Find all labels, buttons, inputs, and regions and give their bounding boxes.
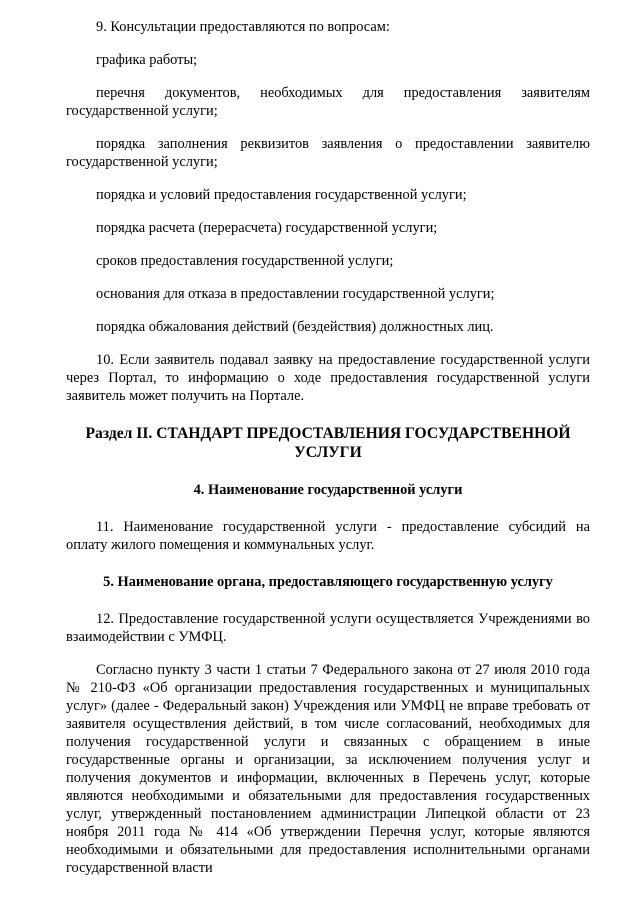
document-page <box>66 18 590 877</box>
list-item-documents: перечня документов, необходимых для предоставления заявителям государственной услуги; <box>66 85 590 119</box>
list-item-appeal: порядка обжалования действий (бездействия) должностных лиц. <box>96 319 494 335</box>
paragraph-12: 12. Предоставление государственной услуги осуществляется Учреждениями во взаимодействии с УМФЦ. <box>66 611 590 645</box>
paragraph-federal-law: Согласно пункту 3 части 1 статьи 7 Федерального закона от 27 июля 2010 года № 210-ФЗ «Об организации предоставления государственных и муниципальных услуг» (далее - Федеральный закон) Учреждения или УМФЦ не вправе требовать от заявителя осуществления действий, в том числе согласований, необходимых для получения государственной услуги и связанных с обращением в иные государственные органы и организации, за исключением получения услуг и получения документов и информации, включенных в Перечень услуг, которые являются необходимыми и обязательными для предоставления государственных услуг, утвержденный постановлением администрации Липецкой области от 23 ноября 2011 года № 414 «Об утверждении Перечня услуг, которые являются необходимыми и обязательными для предоставления исполнительными органами государственной власти <box>66 662 590 876</box>
list-item-calculation: порядка расчета (перерасчета) государственной услуги; <box>96 220 438 236</box>
list-item-application-fields: порядка заполнения реквизитов заявления о предоставлении заявителю государственной услуги; <box>66 136 590 170</box>
list-item-refusal-grounds: основания для отказа в предоставлении государственной услуги; <box>96 286 495 302</box>
list-item-schedule: графика работы; <box>96 52 198 68</box>
subsection-5-heading: 5. Наименование органа, предоставляющего государственную услугу <box>103 574 553 590</box>
list-item-terms: сроков предоставления государственной услуги; <box>96 253 394 269</box>
paragraph-11: 11. Наименование государственной услуги - предоставление субсидий на оплату жилого помещения и коммунальных услуг. <box>66 519 590 553</box>
section-2-heading: Раздел II. СТАНДАРТ ПРЕДОСТАВЛЕНИЯ ГОСУДАРСТВЕННОЙ УСЛУГИ <box>85 425 571 461</box>
list-item-conditions: порядка и условий предоставления государственной услуги; <box>96 187 467 203</box>
paragraph-9-intro: 9. Консультации предоставляются по вопросам: <box>96 19 390 35</box>
subsection-4-heading: 4. Наименование государственной услуги <box>193 482 463 498</box>
paragraph-10: 10. Если заявитель подавал заявку на предоставление государственной услуги через Портал, то информацию о ходе предоставления государственной услуги заявитель может получить на Портале. <box>66 352 590 404</box>
